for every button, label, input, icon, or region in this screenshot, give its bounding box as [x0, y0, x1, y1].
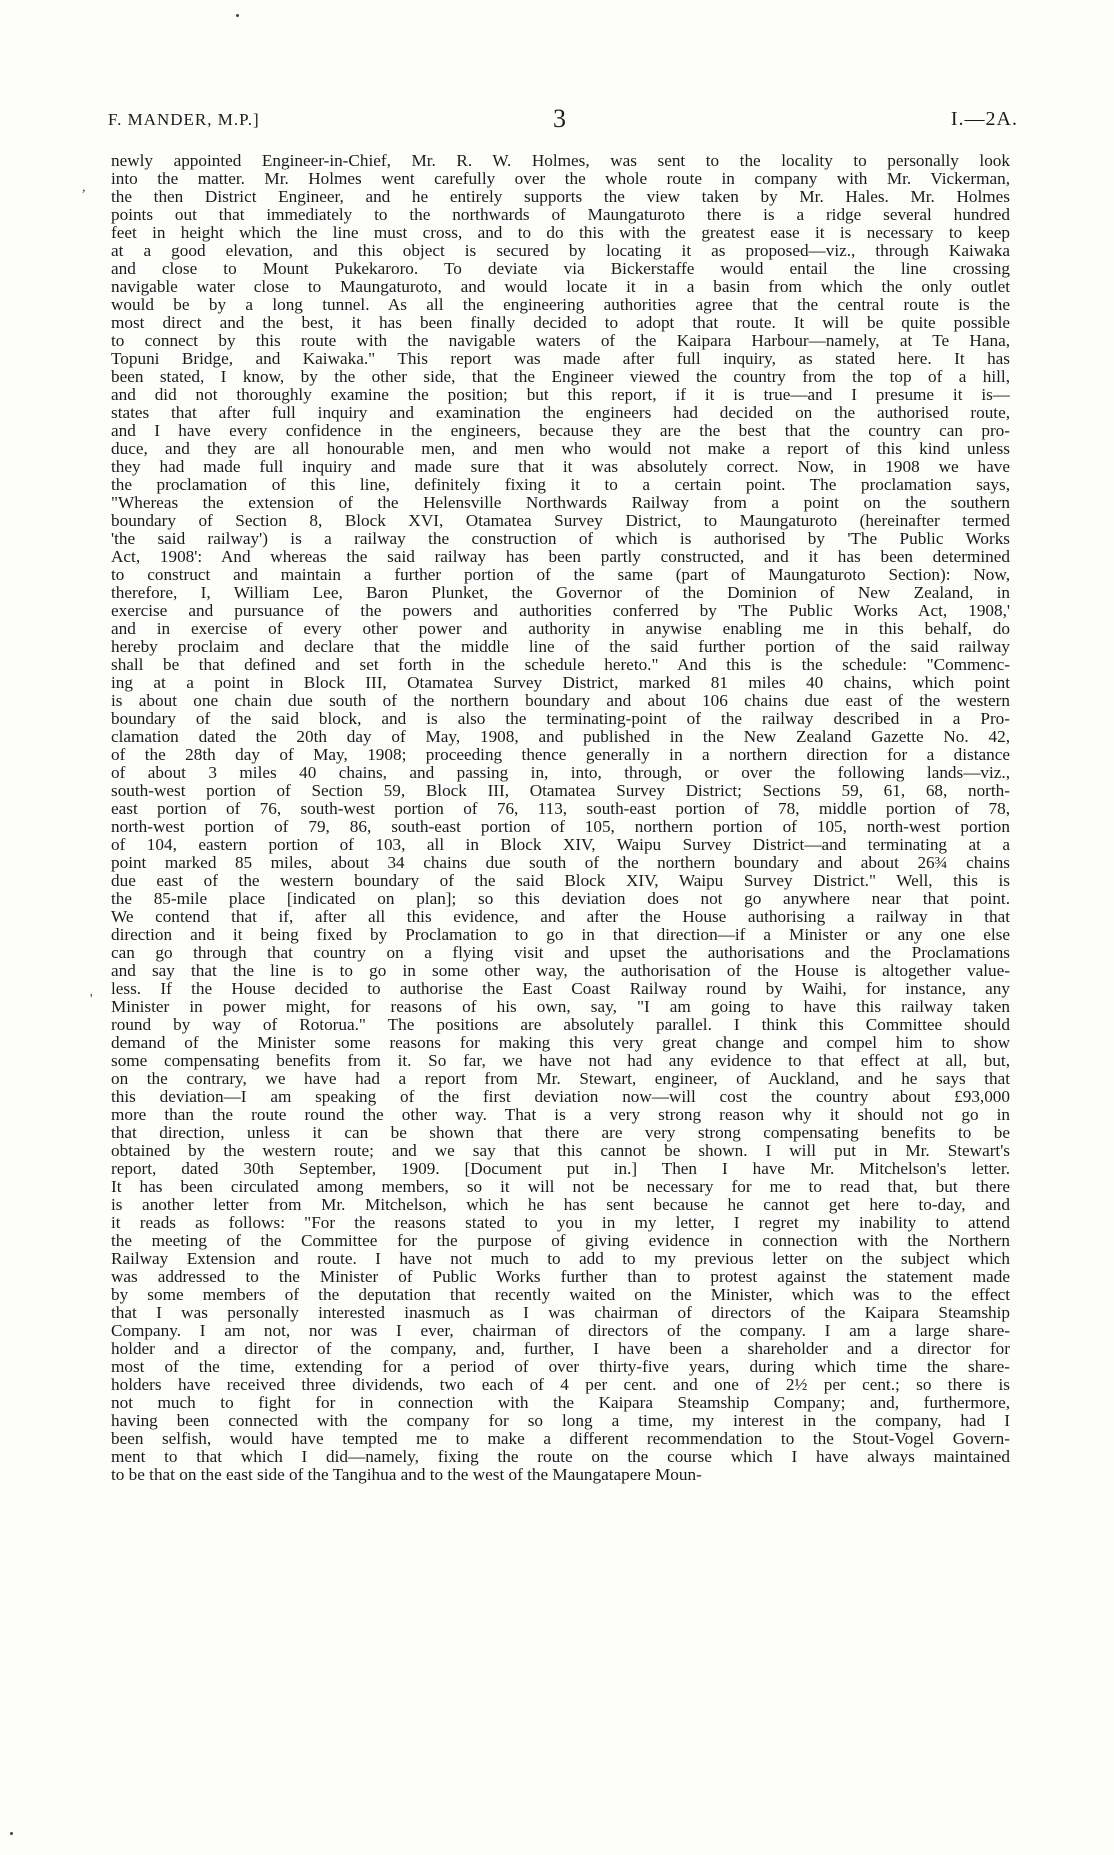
text-line: been stated, I know, by the other side, that the Engineer viewed the country from the top of a hill,	[111, 367, 1010, 386]
margin-comma-mark: ,	[82, 180, 86, 195]
text-line: points out that immediately to the northwards of Maungaturoto there is a ridge several hundred	[111, 205, 1010, 224]
text-line: east portion of 76, south-west portion of 76, 113, south-east portion of 78, middle portion of 78,	[111, 799, 1010, 818]
text-line: and say that the line is to go in some other way, the authorisation of the House is altogether value-	[111, 961, 1010, 980]
text-line: navigable water close to Maungaturoto, and would locate it in a basin from which the only outlet	[111, 277, 1010, 296]
text-line: direction and it being fixed by Proclamation to go in that direction—if a Minister or any one else	[111, 925, 1010, 944]
text-line: that direction, unless it can be shown that there are very strong compensating benefits to be	[111, 1123, 1010, 1142]
text-line: It has been circulated among members, so it will not be necessary for me to read that, but there	[111, 1177, 1010, 1196]
text-line: of 104, eastern portion of 103, all in Block XIV, Waipu Survey District—and terminating at a	[111, 835, 1010, 854]
text-line: having been connected with the company for so long a time, my interest in the company, had I	[111, 1411, 1010, 1430]
text-line: newly appointed Engineer-in-Chief, Mr. R. W. Holmes, was sent to the locality to personally look	[111, 152, 1010, 170]
text-line: exercise and pursuance of the powers and authorities conferred by 'The Public Works Act, 1908,'	[111, 601, 1010, 620]
text-line: less. If the House decided to authorise the East Coast Railway round by Waihi, for instance, any	[111, 979, 1010, 998]
text-line: demand of the Minister some reasons for making this very great change and compel him to show	[111, 1033, 1010, 1052]
text-line: the proclamation of this line, definitely fixing it to a certain point. The proclamation says,	[111, 475, 1010, 494]
text-line: Railway Extension and route. I have not much to add to my previous letter on the subject which	[111, 1249, 1010, 1268]
text-line: not much to fight for in connection with the Kaipara Steamship Company; and, furthermore,	[111, 1393, 1010, 1412]
text-line: ment to that which I did—namely, fixing the route on the course which I have always maintained	[111, 1447, 1010, 1466]
text-line: the meeting of the Committee for the purpose of giving evidence in connection with the Northern	[111, 1231, 1010, 1250]
text-line: holder and a director of the company, and, further, I have been a shareholder and a director for	[111, 1339, 1010, 1358]
text-line: the then District Engineer, and he entirely supports the view taken by Mr. Hales. Mr. Holmes	[111, 187, 1010, 206]
text-line: round by way of Rotorua." The positions are absolutely parallel. I think this Committee should	[111, 1015, 1010, 1034]
text-line: "Whereas the extension of the Helensville Northwards Railway from a point on the southern	[111, 493, 1010, 512]
page-number: 3	[553, 104, 566, 133]
text-line: to connect by this route with the navigable waters of the Kaipara Harbour—namely, at Te Hana,	[111, 331, 1010, 350]
text-line: and I have every confidence in the engineers, because they are the best that the country can pro-	[111, 421, 1010, 440]
scan-speck	[10, 1832, 13, 1835]
text-line: due east of the western boundary of the said Block XIV, Waipu Survey District." Well, this is	[111, 871, 1010, 890]
text-line: that I was personally interested inasmuch as I was chairman of directors of the Kaipara Steamship	[111, 1303, 1010, 1322]
text-line: into the matter. Mr. Holmes went carefully over the whole route in company with Mr. Vickerman,	[111, 169, 1010, 188]
text-line: of about 3 miles 40 chains, and passing in, into, through, or over the following lands—viz.,	[111, 763, 1010, 782]
text-line: to construct and maintain a further portion of the same (part of Maungaturoto Section): Now,	[111, 565, 1010, 584]
text-line: and did not thoroughly examine the position; but this report, if it is true—and I presume it is—	[111, 385, 1010, 404]
text-line: and close to Mount Pukekaroro. To deviate via Bickerstaffe would entail the line crossing	[111, 259, 1010, 278]
text-line: We contend that if, after all this evidence, and after the House authorising a railway in that	[111, 907, 1010, 926]
text-line: states that after full inquiry and examination the engineers had decided on the authorised route,	[111, 403, 1010, 422]
text-line: point marked 85 miles, about 34 chains due south of the northern boundary and about 26¾ chains	[111, 853, 1010, 872]
text-line: Topuni Bridge, and Kaiwaka." This report was made after full inquiry, as stated here. It has	[111, 349, 1010, 368]
text-line: this deviation—I am speaking of the first deviation now—will cost the country about £93,000	[111, 1087, 1010, 1106]
text-line: report, dated 30th September, 1909. [Document put in.] Then I have Mr. Mitchelson's letter.	[111, 1159, 1010, 1178]
text-line: it reads as follows: "For the reasons stated to you in my letter, I regret my inability to attend	[111, 1213, 1010, 1232]
text-line: most direct and the best, it has been finally decided to adopt that route. It will be quite possible	[111, 313, 1010, 332]
text-line: been selfish, would have tempted me to make a different recommendation to the Stout-Vogel Govern-	[111, 1429, 1010, 1448]
text-line: boundary of the said block, and is also the terminating-point of the railway described in a Pro-	[111, 709, 1010, 728]
text-line: and in exercise of every other power and authority in anywise enabling me in this behalf, do	[111, 619, 1010, 638]
text-line: Company. I am not, nor was I ever, chairman of directors of the company. I am a large share-	[111, 1321, 1010, 1340]
body-text	[111, 152, 1010, 1742]
text-line: north-west portion of 79, 86, south-east portion of 105, northern portion of 105, north-west portion	[111, 817, 1010, 836]
text-line: shall be that defined and set forth in the schedule hereto." And this is the schedule: "Commenc-	[111, 655, 1010, 674]
text-line: can go through that country on a flying visit and upset the authorisations and the Proclamations	[111, 943, 1010, 962]
report-code: I.—2A.	[950, 108, 1018, 130]
text-line: more than the route round the other way. That is a very strong reason why it should not go in	[111, 1105, 1010, 1124]
text-line: Act, 1908': And whereas the said railway has been partly constructed, and it has been determined	[111, 547, 1010, 566]
text-line: by some members of the deputation that recently waited on the Minister, which was to the effect	[111, 1285, 1010, 1304]
text-line: most of the time, extending for a period of over thirty-five years, during which time the share-	[111, 1357, 1010, 1376]
text-line: duce, and they are all honourable men, and men who would not make a report of this kind unless	[111, 439, 1010, 458]
text-line: obtained by the western route; and we say that this cannot be shown. I will put in Mr. Stewart's	[111, 1141, 1010, 1160]
text-line: boundary of Section 8, Block XVI, Otamatea Survey District, to Maungaturoto (hereinafter termed	[111, 511, 1010, 530]
text-line: hereby proclaim and declare that the middle line of the said further portion of the said railway	[111, 637, 1010, 656]
text-line: Minister in power might, for reasons of his own, say, "I am going to have this railway taken	[111, 997, 1010, 1016]
text-line: the 85-mile place [indicated on plan]; so this deviation does not go anywhere near that point.	[111, 889, 1010, 908]
text-line: was addressed to the Minister of Public Works further than to protest against the statement made	[111, 1267, 1010, 1286]
text-line: at a good elevation, and this object is secured by locating it as proposed—viz., through Kaiwaka	[111, 241, 1010, 260]
text-line: would be by a long tunnel. As all the engineering authorities agree that the central route is the	[111, 295, 1010, 314]
scan-speck	[236, 14, 239, 17]
text-line: some compensating benefits from it. So far, we have not had any evidence to that effect at all, but,	[111, 1051, 1010, 1070]
text-line: of the 28th day of May, 1908; proceeding thence generally in a northern direction for a distance	[111, 745, 1010, 764]
text-line: on the contrary, we have had a report from Mr. Stewart, engineer, of Auckland, and he says that	[111, 1069, 1010, 1088]
text-line: holders have received three dividends, two each of 4 per cent. and one of 2½ per cent.; so there is	[111, 1375, 1010, 1394]
margin-tick-mark: '	[90, 992, 93, 1007]
text-line: they had made full inquiry and made sure that it was absolutely correct. Now, in 1908 we have	[111, 457, 1010, 476]
text-line: therefore, I, William Lee, Baron Plunket, the Governor of the Dominion of New Zealand, in	[111, 583, 1010, 602]
text-line: clamation dated the 20th day of May, 1908, and published in the New Zealand Gazette No. 42,	[111, 727, 1010, 746]
text-line: to be that on the east side of the Tangihua and to the west of the Maungatapere Moun-	[111, 1465, 702, 1484]
text-line: 'the said railway') is a railway the construction of which is authorised by 'The Public Works	[111, 529, 1010, 548]
page-header	[108, 106, 1018, 136]
header-author: F. MANDER, M.P.]	[108, 110, 260, 129]
text-line: feet in height which the line must cross, and to do this with the greatest ease it is necessary to keep	[111, 223, 1010, 242]
text-line: is another letter from Mr. Mitchelson, which he has sent because he cannot get here to-day, and	[111, 1195, 1010, 1214]
text-line: is about one chain due south of the northern boundary and about 106 chains due east of the western	[111, 691, 1010, 710]
text-line: ing at a point in Block III, Otamatea Survey District, marked 81 miles 40 chains, which point	[111, 673, 1010, 692]
text-line: south-west portion of Section 59, Block III, Otamatea Survey District; Sections 59, 61, 68, north-	[111, 781, 1010, 800]
